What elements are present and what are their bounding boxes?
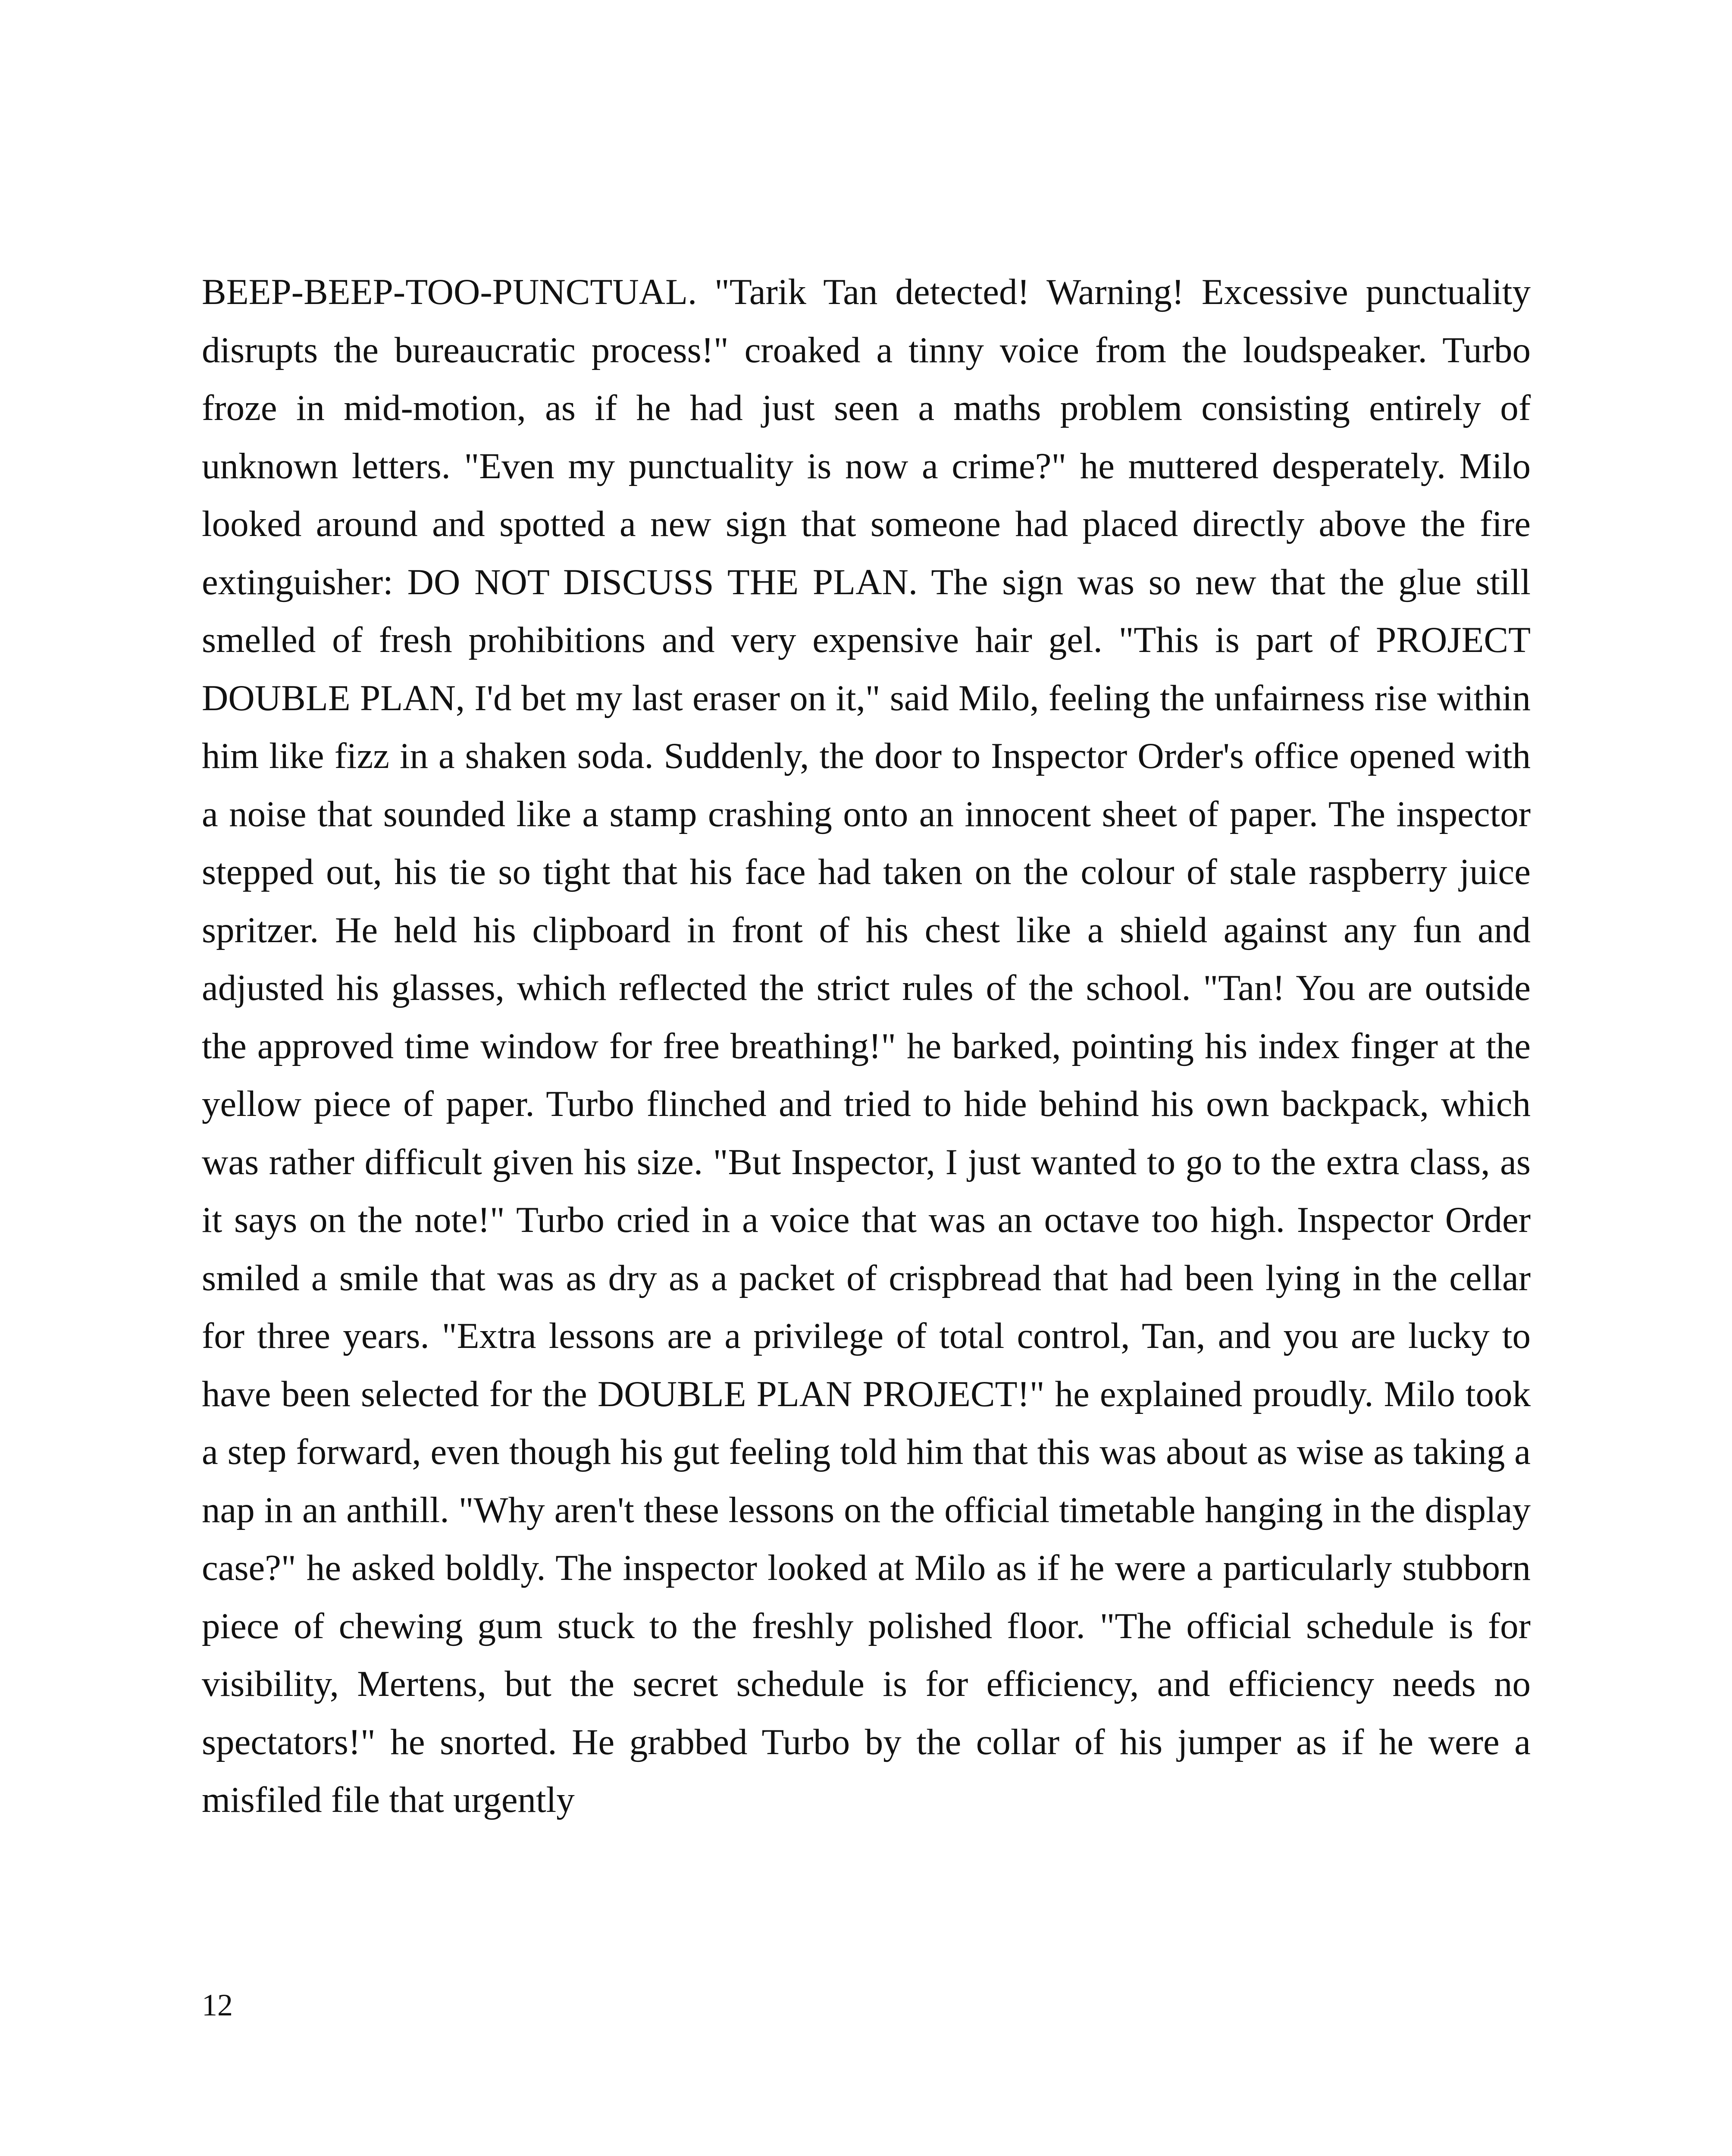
page-number: 12 <box>202 1988 233 2022</box>
body-paragraph: BEEP-BEEP-TOO-PUNCTUAL. "Tarik Tan detected! Warning! Excessive punctuality disrupts the bureaucratic process!" croaked a tinny voice from the loudspeaker. Turbo froze in mid-motion, as if he had just seen a maths problem consisting entirely of unknown letters. "Even my punctuality is now a crime?" he muttered desperately. Milo looked around and spotted a new sign that someone had placed directly above the fire extinguisher: DO NOT DISCUSS THE PLAN. The sign was so new that the glue still smelled of fresh prohibitions and very expensive hair gel. "This is part of PROJECT DOUBLE PLAN, I'd bet my last eraser on it," said Milo, feeling the unfairness rise within him like fizz in a shaken soda. Suddenly, the door to Inspector Order's office opened with a noise that sounded like a stamp crashing onto an innocent sheet of paper. The inspector stepped out, his tie so tight that his face had taken on the colour of stale raspberry juice spritzer. He held his clipboard in front of his chest like a shield against any fun and adjusted his glasses, which reflected the strict rules of the school. "Tan! You are outside the approved time window for free breathing!" he barked, pointing his index finger at the yellow piece of paper. Turbo flinched and tried to hide behind his own backpack, which was rather difficult given his size. "But Inspector, I just wanted to go to the extra class, as it says on the note!" Turbo cried in a voice that was an octave too high. Inspector Order smiled a smile that was as dry as a packet of crispbread that had been lying in the cellar for three years. "Extra lessons are a privilege of total control, Tan, and you are lucky to have been selected for the DOUBLE PLAN PROJECT!" he explained proudly. Milo took a step forward, even though his gut feeling told him that this was about as wise as taking a nap in an anthill. "Why aren't these lessons on the official timetable hanging in the display case?" he asked boldly. The inspector looked at Milo as if he were a particularly stubborn piece of chewing gum stuck to the freshly polished floor. "The official schedule is for visibility, Mertens, but the secret schedule is for efficiency, and efficiency needs no spectators!" he snorted. He grabbed Turbo by the collar of his jumper as if he were a misfiled file that urgently <box>202 272 1531 1820</box>
